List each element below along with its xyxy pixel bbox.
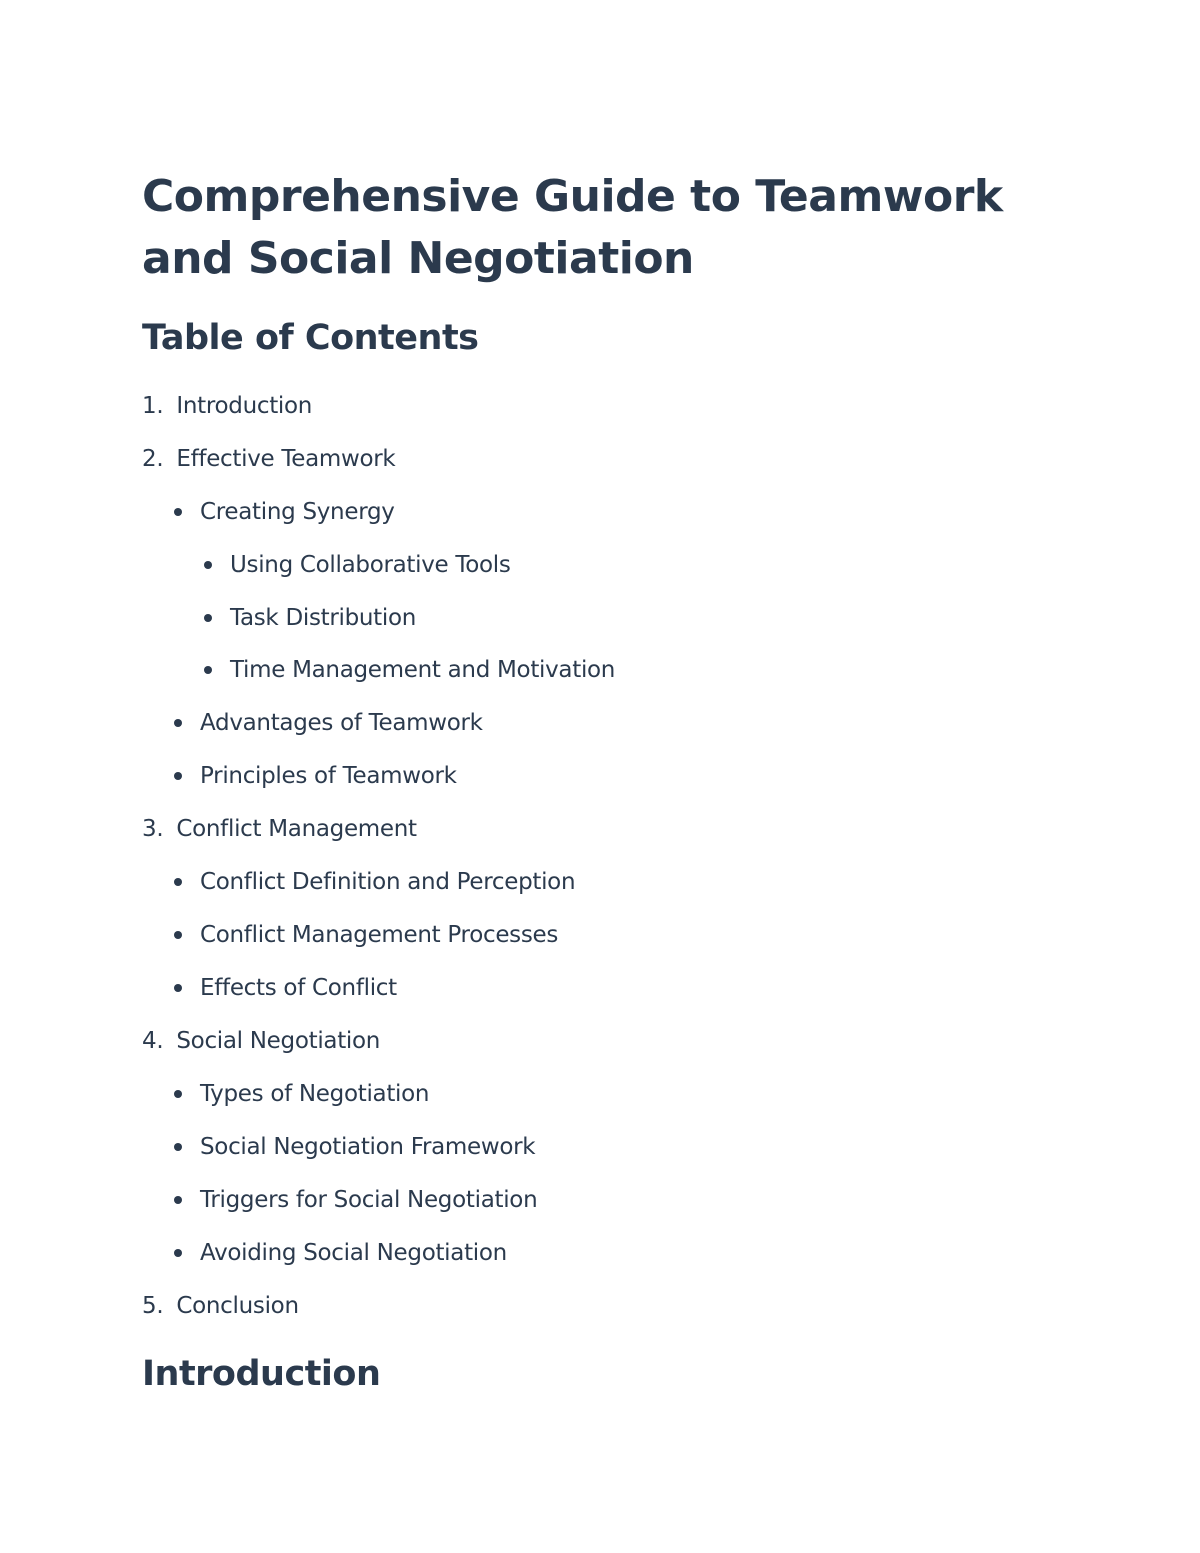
bullet-icon xyxy=(174,719,182,727)
bullet-icon xyxy=(174,931,182,939)
toc-subsubitem-label: Task Distribution xyxy=(230,605,417,631)
bullet-icon xyxy=(204,561,212,569)
toc-subitem-label: Creating Synergy xyxy=(200,499,395,525)
toc-item-social-negotiation[interactable] xyxy=(142,1024,380,1058)
toc-item-effective-teamwork[interactable] xyxy=(142,442,395,476)
toc-heading: Table of Contents xyxy=(142,318,479,358)
toc-subitem-effects-of-conflict[interactable] xyxy=(200,971,397,1005)
toc-subitem-label: Social Negotiation Framework xyxy=(200,1134,536,1160)
toc-subsubitem-time-management[interactable] xyxy=(230,653,615,687)
toc-subitem-negotiation-triggers[interactable] xyxy=(200,1183,537,1217)
document-title: Comprehensive Guide to Teamwork and Social Negotiation xyxy=(142,171,1003,284)
toc-item-conclusion[interactable] xyxy=(142,1289,299,1323)
toc-item-label: Effective Teamwork xyxy=(176,446,396,472)
bullet-icon xyxy=(204,666,212,674)
toc-item-number: 2. xyxy=(142,446,164,472)
bullet-icon xyxy=(174,1249,182,1257)
toc-subitem-label: Avoiding Social Negotiation xyxy=(200,1240,507,1266)
toc-subitem-negotiation-framework[interactable] xyxy=(200,1130,535,1164)
toc-item-introduction[interactable] xyxy=(142,389,312,423)
toc-item-label: Introduction xyxy=(176,393,313,419)
bullet-icon xyxy=(204,614,212,622)
toc-subitem-label: Types of Negotiation xyxy=(200,1081,430,1107)
toc-item-number: 3. xyxy=(142,816,164,842)
toc-subsubitem-label: Using Collaborative Tools xyxy=(230,552,511,578)
toc-subitem-label: Conflict Definition and Perception xyxy=(200,869,576,895)
toc-subitem-advantages-of-teamwork[interactable] xyxy=(200,706,483,740)
toc-subitem-types-of-negotiation[interactable] xyxy=(200,1077,429,1111)
bullet-icon xyxy=(174,878,182,886)
toc-subsubitem-label: Time Management and Motivation xyxy=(230,657,616,683)
toc-subitem-label: Conflict Management Processes xyxy=(200,922,559,948)
bullet-icon xyxy=(174,1143,182,1151)
toc-item-label: Conclusion xyxy=(176,1293,299,1319)
toc-subitem-principles-of-teamwork[interactable] xyxy=(200,759,457,793)
toc-subitem-label: Triggers for Social Negotiation xyxy=(200,1187,538,1213)
section-heading-introduction: Introduction xyxy=(142,1354,381,1394)
toc-subsubitem-using-collaborative-tools[interactable] xyxy=(230,548,511,582)
toc-item-label: Social Negotiation xyxy=(176,1028,381,1054)
bullet-icon xyxy=(174,1196,182,1204)
toc-subitem-label: Principles of Teamwork xyxy=(200,763,457,789)
toc-item-number: 1. xyxy=(142,393,164,419)
bullet-icon xyxy=(174,984,182,992)
toc-item-number: 5. xyxy=(142,1293,164,1319)
toc-item-number: 4. xyxy=(142,1028,164,1054)
bullet-icon xyxy=(174,772,182,780)
toc-subitem-conflict-processes[interactable] xyxy=(200,918,558,952)
bullet-icon xyxy=(174,508,182,516)
toc-subitem-creating-synergy[interactable] xyxy=(200,495,395,529)
toc-item-label: Conflict Management xyxy=(176,816,417,842)
toc-subitem-label: Effects of Conflict xyxy=(200,975,397,1001)
toc-subsubitem-task-distribution[interactable] xyxy=(230,601,416,635)
toc-subitem-conflict-definition[interactable] xyxy=(200,865,575,899)
toc-item-conflict-management[interactable] xyxy=(142,812,417,846)
bullet-icon xyxy=(174,1090,182,1098)
toc-subitem-label: Advantages of Teamwork xyxy=(200,710,483,736)
toc-subitem-avoiding-negotiation[interactable] xyxy=(200,1236,507,1270)
